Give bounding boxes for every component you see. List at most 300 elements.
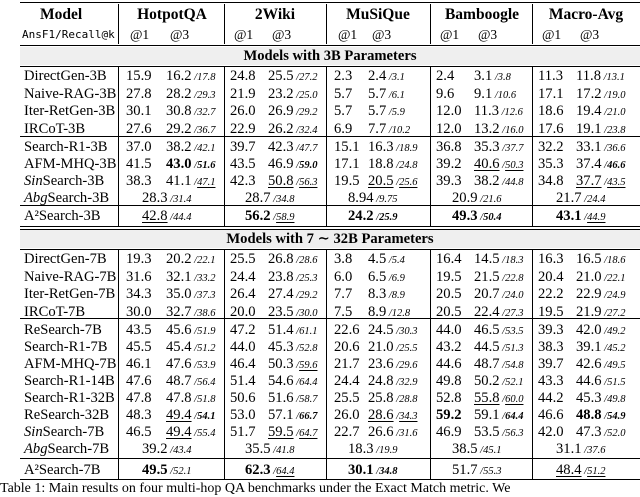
value-main: 25.5	[230, 251, 256, 267]
value-main: 50.2	[474, 373, 500, 389]
value-recall-number: 52.1	[173, 466, 192, 477]
value-recall-number: 34.3	[399, 411, 418, 422]
value-main: 24.5	[368, 322, 394, 338]
value-main: 26.9	[268, 103, 294, 119]
value-recall-number: 30.0	[299, 307, 318, 319]
value-main: 46.5	[126, 424, 152, 440]
value-cell	[334, 121, 352, 138]
value-main: 26.6	[368, 424, 394, 440]
value-cell	[368, 286, 405, 304]
value-cell	[436, 269, 462, 286]
value-recall: /	[191, 343, 198, 354]
value-cell	[230, 251, 256, 268]
value-recall: /	[499, 124, 506, 136]
value-main: 23.5	[268, 303, 294, 320]
value-cell	[576, 424, 625, 442]
value-recall-number: 51.8	[197, 394, 216, 405]
value-cell	[126, 251, 152, 268]
value-cell	[166, 251, 215, 269]
value-main: 11.3	[538, 68, 563, 84]
value-recall-number: 6.9	[391, 272, 405, 284]
value-cell	[576, 156, 625, 174]
value-cell	[230, 156, 256, 173]
value-cell	[230, 390, 256, 407]
value-recall-number: 42.1	[197, 143, 216, 154]
table-row	[20, 103, 640, 120]
value-cell	[538, 251, 564, 268]
value-cell	[576, 103, 625, 121]
value-cell	[166, 156, 215, 174]
value-recall-number: 54.9	[607, 411, 626, 422]
value-cell	[126, 68, 152, 85]
value-main: 31.6	[126, 268, 152, 285]
value-cell	[576, 390, 625, 408]
column-divider	[224, 249, 225, 479]
model-name: A²Search-3B	[24, 208, 101, 224]
model-name-rest: Search-7B	[42, 424, 105, 440]
value-recall-number: 22.8	[505, 272, 524, 284]
value-recall: /	[601, 124, 608, 136]
value-recall-number: 46.6	[607, 160, 626, 171]
value-main: 24.4	[230, 268, 256, 285]
value-cell	[334, 173, 360, 190]
value-main: 38.5	[452, 441, 478, 457]
value-main: 23.8	[268, 268, 294, 285]
value-main: 50.6	[230, 390, 256, 406]
value-main: 26.0	[230, 103, 256, 119]
value-main: 22.7	[334, 424, 360, 440]
value-recall-number: 29.2	[299, 290, 318, 301]
value-recall: /	[386, 255, 392, 266]
column-divider	[430, 249, 431, 479]
value-recall: /	[293, 143, 300, 154]
value-main: 6.0	[334, 268, 353, 285]
value-main: 42.3	[230, 173, 256, 189]
value-recall-number: 64.7	[299, 428, 318, 439]
value-cell	[230, 68, 256, 85]
value-main: 43.3	[538, 373, 564, 389]
value-main: 27.8	[126, 85, 152, 102]
subheader-at3: @3	[272, 27, 292, 42]
value-cell	[126, 156, 152, 173]
value-recall-number: 16.0	[505, 124, 524, 136]
value-recall: /	[601, 290, 608, 301]
value-recall: /	[167, 445, 174, 456]
value-cell	[474, 373, 523, 391]
value-cell	[334, 339, 360, 356]
value-recall: /	[499, 272, 506, 284]
value-main: 20.0	[230, 303, 256, 320]
value-cell	[166, 322, 215, 340]
value-recall-number: 29.2	[299, 107, 318, 118]
value-cell	[268, 68, 317, 86]
model-name: Iter-RetGen-7B	[24, 286, 116, 302]
value-main: 42.0	[538, 424, 564, 440]
model-name-prefix: Sin	[24, 424, 43, 440]
value-main: 3.8	[334, 251, 353, 267]
value-cell	[166, 407, 215, 425]
subheader-at3: @3	[372, 27, 392, 42]
value-main: 45.3	[268, 339, 294, 355]
value-main: 43.1	[556, 208, 582, 224]
table-caption: Table 1: Main results on four multi-hop QA benchmarks under the Exact Match metric. We	[0, 481, 511, 496]
value-main: 48.8	[576, 407, 602, 423]
value-recall: /	[191, 72, 198, 83]
value-recall: /	[293, 160, 300, 171]
value-recall-number: 43.5	[607, 177, 626, 188]
value-recall: /	[499, 343, 506, 354]
value-main: 11.3	[474, 103, 499, 119]
value-cell	[538, 373, 564, 390]
value-recall-number: 13.1	[606, 72, 625, 83]
column-divider	[118, 4, 119, 44]
value-recall-number: 12.8	[391, 307, 411, 319]
table-row	[20, 269, 640, 286]
subheader-at1: @1	[234, 27, 254, 42]
value-main: 47.3	[576, 424, 602, 440]
value-recall: /	[270, 466, 277, 477]
value-recall: /	[499, 411, 506, 422]
subheader-at1: @1	[440, 27, 460, 42]
value-recall: /	[293, 307, 300, 319]
value-recall-number: 5.4	[391, 255, 405, 266]
value-recall: /	[191, 89, 198, 101]
value-recall: /	[393, 143, 400, 154]
value-cell	[474, 286, 523, 304]
table-row	[20, 121, 640, 138]
value-main: 21.9	[230, 85, 256, 102]
value-cell	[126, 339, 152, 356]
value-cell	[230, 139, 256, 156]
column-header-dataset: 2Wiki	[254, 6, 296, 23]
table-row	[20, 462, 640, 479]
value-recall: /	[373, 194, 380, 205]
model-name: Search-R1-3B	[24, 139, 108, 155]
value-main: 44.0	[436, 322, 462, 338]
value-main: 44.6	[436, 356, 462, 372]
value-main: 30.1	[126, 103, 152, 119]
value-recall: /	[191, 124, 198, 136]
value-recall: /	[270, 212, 277, 223]
value-cell	[142, 441, 191, 459]
value-cell	[474, 173, 523, 191]
section-end-rule	[20, 226, 640, 227]
value-main: 45.5	[126, 339, 152, 355]
value-cell	[268, 103, 317, 121]
value-cell	[576, 322, 625, 340]
value-main: 44.5	[474, 339, 500, 355]
value-cell	[368, 269, 405, 287]
model-name: IRCoT-7B	[24, 303, 86, 320]
value-recall: /	[393, 326, 400, 337]
column-divider	[224, 66, 225, 226]
value-cell	[126, 139, 152, 156]
value-main: 17.1	[334, 156, 360, 172]
value-cell	[538, 322, 564, 339]
value-recall-number: 9.75	[379, 194, 398, 205]
value-main: 5.7	[334, 103, 353, 119]
value-main: 27.4	[268, 286, 294, 302]
value-main: 20.5	[436, 303, 462, 320]
value-main: 25.8	[368, 390, 394, 406]
value-main: 19.4	[576, 103, 602, 119]
value-recall: /	[293, 124, 300, 136]
value-cell	[576, 373, 625, 391]
value-cell	[334, 251, 352, 268]
section-rule	[20, 66, 640, 67]
value-cell	[334, 356, 360, 373]
value-recall-number: 25.6	[399, 177, 418, 188]
value-cell	[268, 322, 317, 340]
table-row	[20, 173, 640, 190]
value-main: 47.6	[126, 373, 152, 389]
value-recall: /	[293, 343, 300, 354]
value-main: 26.4	[230, 286, 256, 302]
value-recall: /	[601, 107, 608, 118]
value-cell	[576, 139, 625, 157]
value-cell	[538, 269, 564, 286]
value-cell	[474, 356, 523, 374]
value-cell	[474, 407, 523, 425]
value-main: 50.3	[268, 356, 294, 372]
value-cell	[126, 173, 152, 190]
value-recall: /	[191, 428, 198, 439]
model-name: Search-R1-32B	[24, 390, 115, 406]
value-cell	[556, 208, 605, 226]
value-cell	[268, 339, 317, 357]
value-main: 46.5	[474, 322, 500, 338]
value-main: 19.3	[126, 251, 152, 267]
group-rule	[20, 318, 640, 319]
value-cell	[436, 390, 462, 407]
value-recall: /	[293, 272, 300, 284]
value-recall-number: 25.9	[379, 212, 398, 223]
value-cell	[538, 121, 564, 138]
value-main: 24.8	[230, 68, 256, 84]
value-recall-number: 21.0	[607, 107, 626, 118]
value-main: 43.5	[126, 322, 152, 338]
value-main: 15.9	[126, 68, 152, 84]
value-cell	[474, 68, 511, 86]
value-recall-number: 38.6	[197, 307, 216, 319]
value-main: 46.9	[268, 156, 294, 172]
value-main: 39.3	[538, 322, 564, 338]
value-main: 16.2	[166, 68, 192, 84]
subheader-at3: @3	[478, 27, 498, 42]
value-recall: /	[293, 72, 300, 83]
value-recall-number: 44.9	[587, 212, 606, 223]
value-cell	[334, 139, 360, 156]
value-cell	[126, 269, 152, 286]
value-main: 2.4	[368, 68, 387, 84]
value-recall: /	[499, 394, 506, 405]
value-recall: /	[293, 377, 300, 388]
value-main: 47.8	[166, 390, 192, 406]
value-recall-number: 50.3	[505, 160, 524, 171]
value-recall-number: 45.2	[607, 343, 626, 354]
value-recall-number: 30.3	[399, 326, 418, 337]
value-recall-number: 52.0	[607, 428, 626, 439]
value-recall-number: 47.7	[299, 143, 318, 154]
value-recall: /	[499, 360, 506, 371]
value-main: 44.0	[230, 339, 256, 355]
value-main: 21.7	[556, 190, 582, 206]
value-cell	[576, 86, 625, 104]
value-recall: /	[601, 72, 607, 83]
model-name: DirectGen-3B	[24, 68, 107, 84]
value-recall-number: 31.6	[399, 428, 418, 439]
column-divider	[118, 249, 119, 479]
value-main: 39.1	[576, 339, 602, 355]
value-main: 7.5	[334, 303, 353, 320]
table-row	[20, 68, 640, 85]
value-recall: /	[293, 89, 300, 101]
value-main: 21.5	[474, 268, 500, 285]
value-recall: /	[191, 411, 198, 422]
value-cell	[142, 462, 191, 480]
value-cell	[230, 173, 256, 190]
subheader-at1: @1	[338, 27, 358, 42]
value-main: 5.7	[368, 103, 387, 119]
value-main: 25.5	[334, 390, 360, 406]
value-main: 38.2	[474, 173, 500, 189]
value-recall: /	[477, 212, 484, 223]
value-recall-number: 51.2	[197, 343, 216, 354]
value-cell	[436, 373, 462, 390]
table-row	[20, 156, 640, 173]
value-main: 12.0	[436, 120, 462, 137]
value-cell	[334, 407, 360, 424]
value-main: 50.8	[268, 173, 294, 189]
value-recall: /	[499, 177, 506, 188]
value-cell	[538, 173, 564, 190]
value-recall: /	[477, 466, 484, 477]
value-main: 42.6	[576, 356, 602, 372]
value-recall: /	[601, 377, 608, 388]
value-cell	[538, 407, 564, 424]
value-main: 15.1	[334, 139, 360, 155]
value-recall: /	[492, 89, 498, 101]
column-divider	[118, 66, 119, 226]
value-main: 27.6	[126, 120, 152, 137]
value-recall-number: 51.5	[607, 377, 626, 388]
value-main: 56.2	[245, 208, 271, 224]
value-cell	[166, 373, 215, 391]
value-recall-number: 37.3	[197, 290, 216, 301]
model-name	[24, 424, 104, 441]
value-recall-number: 32.7	[197, 107, 216, 118]
value-main: 11.8	[576, 68, 601, 84]
value-cell	[245, 441, 294, 459]
model-name-prefix: Abg	[24, 190, 48, 206]
value-recall-number: 10.2	[391, 124, 411, 136]
column-divider	[430, 4, 431, 44]
value-recall: /	[191, 255, 198, 266]
value-cell	[245, 462, 294, 480]
value-main: 4.5	[368, 251, 387, 267]
model-name: ReSearch-32B	[24, 407, 110, 423]
column-divider	[326, 249, 327, 479]
value-main: 8.94	[348, 190, 374, 206]
value-main: 48.7	[474, 356, 500, 372]
value-main: 46.6	[538, 407, 564, 423]
value-main: 44.2	[538, 390, 564, 406]
value-cell	[126, 286, 152, 303]
value-cell	[576, 356, 625, 374]
value-main: 21.9	[576, 303, 602, 320]
value-main: 17.2	[576, 85, 602, 102]
value-recall: /	[191, 160, 198, 171]
value-cell	[436, 322, 462, 339]
value-recall: /	[293, 290, 300, 301]
value-main: 6.9	[334, 120, 353, 137]
value-cell	[126, 86, 152, 103]
value-main: 20.5	[368, 173, 394, 189]
subheader-at1: @1	[542, 27, 562, 42]
value-main: 19.5	[334, 173, 360, 189]
value-recall-number: 56.3	[299, 177, 318, 188]
value-recall-number: 8.9	[391, 290, 405, 301]
value-recall: /	[601, 326, 608, 337]
value-cell	[126, 407, 152, 424]
value-cell	[436, 424, 462, 441]
value-cell	[452, 441, 501, 459]
value-cell	[474, 390, 523, 408]
value-cell	[268, 356, 317, 374]
value-cell	[474, 269, 523, 287]
column-divider	[224, 4, 225, 44]
value-recall: /	[373, 445, 380, 456]
value-recall: /	[167, 466, 174, 477]
value-cell	[126, 322, 152, 339]
model-name: ReSearch-7B	[24, 322, 102, 338]
value-main: 17.6	[538, 120, 564, 137]
value-cell	[474, 86, 516, 104]
value-cell	[436, 339, 462, 356]
value-cell	[268, 86, 317, 104]
value-main: 51.7	[452, 462, 478, 478]
value-recall-number: 36.7	[197, 124, 216, 136]
value-main: 48.7	[166, 373, 192, 389]
value-recall: /	[270, 445, 277, 456]
value-recall-number: 28.6	[299, 255, 318, 266]
value-main: 5.7	[368, 85, 387, 102]
value-recall: /	[601, 272, 608, 284]
value-main: 38.3	[126, 173, 152, 189]
value-recall: /	[386, 124, 392, 136]
value-cell	[576, 286, 625, 304]
value-recall-number: 47.1	[197, 177, 216, 188]
value-recall-number: 6.1	[391, 89, 405, 101]
value-recall: /	[601, 428, 608, 439]
value-cell	[142, 208, 191, 226]
value-main: 49.5	[142, 462, 168, 478]
value-cell	[334, 390, 360, 407]
value-main: 23.6	[368, 356, 394, 372]
value-cell	[268, 286, 317, 304]
value-recall: /	[601, 255, 608, 266]
value-recall-number: 33.2	[197, 272, 216, 284]
value-recall-number: 59.0	[299, 160, 318, 171]
value-recall: /	[191, 290, 198, 301]
value-main: 49.8	[436, 373, 462, 389]
value-main: 30.1	[348, 462, 374, 478]
value-main: 55.8	[474, 390, 500, 406]
value-main: 14.5	[474, 251, 500, 267]
value-cell	[166, 356, 215, 374]
value-recall: /	[581, 445, 588, 456]
value-main: 47.8	[126, 390, 152, 406]
